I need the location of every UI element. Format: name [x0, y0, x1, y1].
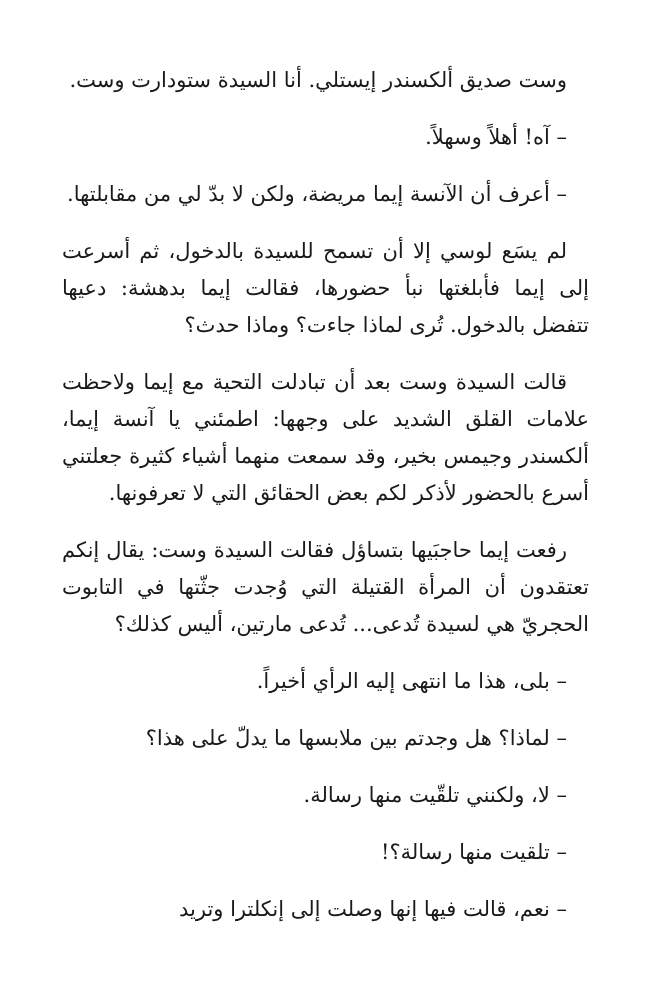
paragraph-11: – نعم، قالت فيها إنها وصلت إلى إنكلترا وتريد: [178, 897, 567, 921]
paragraph-8: – لماذا؟ هل وجدتم بين ملابسها ما يدلّ على هذا؟: [145, 726, 567, 750]
paragraph-7: – بلى، هذا ما انتهى إليه الرأي أخيراً.: [256, 669, 567, 693]
book-page: [62, 62, 589, 948]
paragraph-10: – تلقيت منها رسالة؟!: [381, 840, 567, 864]
paragraph-6: رفعت إيما حاجبَيها بتساؤل فقالت السيدة وست: يقال إنكم تعتقدون أن المرأة القتيلة التي وُجدت جثّتها في التابوت الحجريّ هي لسيدة تُدعى... تُدعى مارتين، أليس كذلك؟: [62, 538, 589, 636]
paragraph-9: – لا، ولكنني تلقّيت منها رسالة.: [303, 783, 567, 807]
paragraph-2: – آه! أهلاً وسهلاً.: [425, 125, 567, 149]
paragraph-3: – أعرف أن الآنسة إيما مريضة، ولكن لا بدّ لي من مقابلتها.: [67, 182, 567, 206]
paragraph-1: وست صديق ألكسندر إيستلي. أنا السيدة ستودارت وست.: [69, 68, 567, 92]
paragraph-4: لم يسَع لوسي إلا أن تسمح للسيدة بالدخول، ثم أسرعت إلى إيما فأبلغتها نبأ حضورها، فقالت إيما بدهشة: دعيها تتفضل بالدخول. تُرى لماذا جاءت؟ وماذا حدث؟: [62, 239, 589, 337]
paragraph-5: قالت السيدة وست بعد أن تبادلت التحية مع إيما ولاحظت علامات القلق الشديد على وجهها: اطمئني يا آنسة إيما، ألكسندر وجيمس بخير، وقد سمعت منهما أشياء كثيرة جعلتني أسرع بالحضور لأذكر لكم بعض الحقائق التي لا تعرفونها.: [62, 370, 589, 505]
